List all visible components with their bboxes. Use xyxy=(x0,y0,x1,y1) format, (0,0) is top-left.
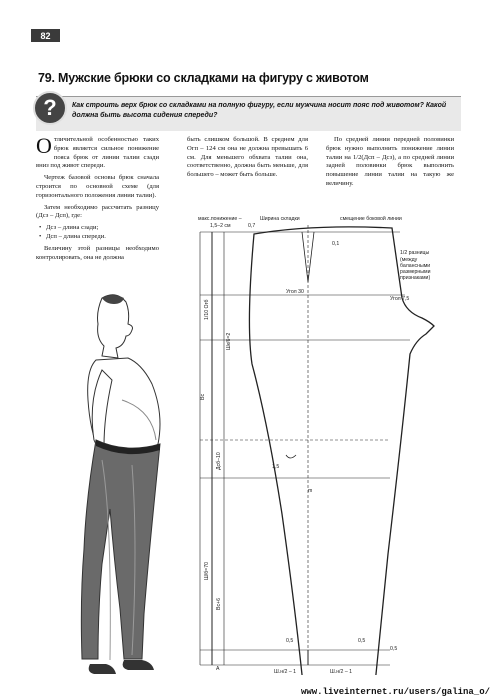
bullet-list xyxy=(36,224,159,242)
label-0-1: 0,1 xyxy=(332,241,340,247)
page-title: 79. Мужские брюки со складками на фигуру с животом xyxy=(38,71,369,85)
label-vertical-1: 1/10 Огб xyxy=(204,299,210,320)
label-vertical-2: Вс xyxy=(200,393,206,400)
label-bottom-1: Ш.н/2 – 1 xyxy=(274,669,297,675)
text-column-2 xyxy=(187,136,308,183)
question-text: Как строить верх брюк со складками на полную фигуру, если мужчина носит пояс под животом? Какой должна быть высота сидения спереди? xyxy=(72,102,447,119)
trouser-pattern-diagram xyxy=(190,210,460,675)
paragraph: быть слишком большой. В среднем для Огп – 124 см она не должна превышать 6 см. Для меньшего обхвата талии она, соответственно, должна быть меньше, для большего – может быть больше. xyxy=(187,136,308,179)
label-0-5-right: 0,5 xyxy=(358,638,366,644)
label-A: A xyxy=(216,666,220,672)
label-bottom-2: Ш.н/2 – 1 xyxy=(330,669,353,675)
list-item: • Дсп – длина спереди. xyxy=(46,233,159,242)
dropcap: О xyxy=(36,133,52,158)
label-max-lower-value: 1,5–2 см xyxy=(210,223,231,229)
paragraph: тличительной особенностью таких брюк является сильное понижение пояса брюк от линии талии сзади вниз под живот спереди. xyxy=(36,136,159,170)
label-max-lower: макс.понижение – xyxy=(198,216,242,222)
footer-url: www.liveinternet.ru/users/galina_o/ xyxy=(300,687,490,697)
label-fold-width: Ширина складки xyxy=(260,216,300,222)
paragraph: Затем необходимо рассчитать разницу (Дсз – Дсп), где: xyxy=(36,203,159,220)
label-half-diff-5: признаками) xyxy=(400,275,431,281)
label-half-diff-2: (между xyxy=(400,257,418,263)
paragraph: Чертеж базовой основы брюк сначала строится по основной схеме (для горизонтального положения линии талии). xyxy=(36,174,159,199)
label-half-diff-3: балансными xyxy=(400,263,431,269)
label-vertical-4: Ш/б=70 xyxy=(204,562,210,580)
label-0-7: 0,7 xyxy=(248,223,256,229)
label-angle: Угол 7,5 xyxy=(390,296,410,302)
label-half-diff: 1/2 разницы xyxy=(400,250,430,256)
label-vertical-3: Дсб–10 xyxy=(216,452,222,470)
label-0-5-left: 0,5 xyxy=(286,638,294,644)
paragraph: Величину этой разницы необходимо контролировать, она не должна xyxy=(36,244,159,261)
label-vertical-6: Шк/6=2 xyxy=(226,332,232,350)
text-column-3 xyxy=(326,136,454,192)
text-column-1 xyxy=(36,133,159,265)
paragraph: По средней линии передней половинки брюк нужно выполнить понижение линии талии на 1/2(Дсп – Дсз), а по средней линии задней половинки брюк выполнить повышение линии талии на такую же величину. xyxy=(326,136,454,187)
question-mark-icon: ? xyxy=(33,91,67,125)
label-angle-30: Угол 30 xyxy=(286,289,304,295)
list-item: • Дсз – длина сзади; xyxy=(46,224,159,233)
label-half-diff-4: размерными xyxy=(400,269,431,275)
label-m: m xyxy=(308,488,313,494)
label-0-5-bottom: 0,5 xyxy=(390,646,398,652)
man-figure-illustration xyxy=(62,290,172,675)
label-1-5: 1,5 xyxy=(272,464,280,470)
page-number: 82 xyxy=(31,29,60,42)
label-vertical-5: Вс+6 xyxy=(216,598,222,610)
label-side-shift: смещение боковой линии xyxy=(340,216,402,222)
